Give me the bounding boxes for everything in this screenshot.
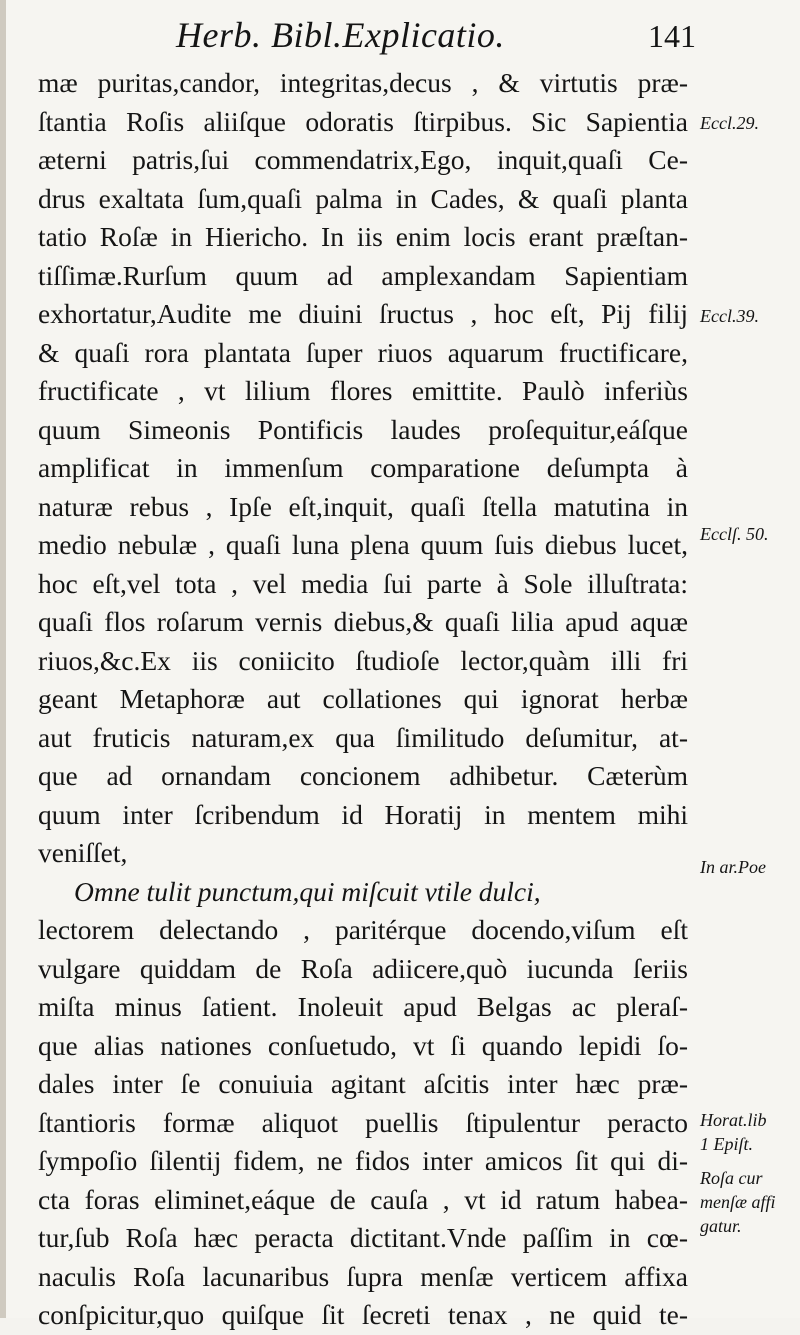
text-line: tatio Roſæ in Hiericho. In iis enim locis erant præſtan-: [38, 221, 688, 252]
text-line: dales inter ſe conuiuia agitant aſcitis inter hæc præ-: [38, 1068, 688, 1099]
text-line: ſympoſio ſilentij fidem, ne fidos inter amicos ſit qui di-: [38, 1145, 688, 1176]
text-line: quum inter ſcribendum id Horatij in mentem mihi: [38, 798, 688, 830]
text-line: vulgare quiddam de Roſa adiicere,quò iucunda ſeriis: [38, 952, 688, 984]
text-line: ſtantioris formæ aliquot puellis ſtipulentur peracto: [38, 1106, 688, 1138]
text-line: quum Simeonis Pontificis laudes proſequitur,eáſque: [38, 413, 688, 445]
text-line: exhortatur,Audite me diuini ſructus , hoc eſt, Pij filij: [38, 298, 688, 329]
margin-note-eccl39: Eccl.39.: [700, 306, 759, 326]
margin-note-eccls50: Ecclſ. 50.: [700, 524, 769, 544]
text-line: riuos,&c.Ex iis coniicito ſtudioſe lector,quàm illi fri: [38, 644, 688, 676]
text-line: drus exaltata ſum,quaſi palma in Cades, & quaſi planta: [38, 182, 688, 214]
text-line: que ad ornandam concionem adhibetur. Cæterùm: [38, 760, 688, 791]
running-head-title: Herb. Bibl.Explicatio.: [176, 15, 505, 55]
text-line: naturæ rebus , Ipſe eſt,inquit, quaſi ſtella matutina in: [38, 490, 688, 522]
margin-note-eccl29: Eccl.29.: [700, 113, 759, 133]
text-line: geant Metaphoræ aut collationes qui ignorat herbæ: [38, 683, 688, 714]
text-line: veniſſet,: [38, 837, 128, 868]
verse-quotation: Omne tulit punctum,qui miſcuit vtile dulci,: [74, 875, 541, 907]
text-line: que alias nationes conſuetudo, vt ſi quando lepidi ſo-: [38, 1029, 688, 1061]
text-line: amplificat in immenſum comparatione deſumpta à: [38, 452, 688, 483]
margin-note-horat-lib: Horat.lib: [700, 1110, 767, 1130]
margin-note-epist: 1 Epiſt.: [700, 1134, 753, 1154]
body-text: [38, 64, 688, 1335]
text-line: miſta minus ſatient. Inoleuit apud Belgas ac pleraſ-: [38, 991, 688, 1022]
text-line: mæ puritas,candor, integritas,decus , & virtutis præ-: [38, 67, 688, 98]
text-line: quaſi flos roſarum vernis diebus,& quaſi lilia apud aquæ: [38, 606, 688, 637]
page-number: 141: [648, 18, 696, 54]
text-line: aut fruticis naturam,ex qua ſimilitudo deſumitur, at-: [38, 721, 688, 753]
text-line: & quaſi rora plantata ſuper riuos aquarum fructificare,: [38, 336, 688, 368]
text-line: tiſſimæ.Rurſum quum ad amplexandam Sapientiam: [38, 259, 688, 291]
text-line: medio nebulæ , quaſi luna plena quum ſuis diebus lucet,: [38, 529, 688, 560]
text-line: fructificate , vt lilium flores emittite. Paulò inferiùs: [38, 375, 688, 406]
text-line: hoc eſt,vel tota , vel media ſui parte à Sole illuſtrata:: [38, 567, 688, 599]
margin-note-gatur: gatur.: [700, 1216, 742, 1236]
text-line: lectorem delectando , paritérque docendo,viſum eſt: [38, 914, 688, 945]
margin-note-in-ar-poe: In ar.Poe: [700, 857, 766, 877]
margin-note-rosa-cur: Roſa cur: [700, 1168, 763, 1188]
text-line: naculis Roſa lacunaribus ſupra menſæ verticem affixa: [38, 1260, 688, 1292]
text-line: conſpicitur,quo quiſque ſit ſecreti tenax , ne quid te-: [38, 1299, 688, 1330]
text-line: tur,ſub Roſa hæc peracta dictitant.Vnde paſſim in cœ-: [38, 1222, 688, 1253]
running-head: [176, 14, 696, 58]
text-line: cta foras eliminet,eáque de cauſa , vt id ratum habea-: [38, 1183, 688, 1215]
text-line: æterni patris,ſui commendatrix,Ego, inquit,quaſi Ce-: [38, 144, 688, 175]
text-line: ſtantia Roſis aliiſque odoratis ſtirpibus. Sic Sapientia: [38, 105, 688, 137]
margin-note-mensae-affi: menſæ affi: [700, 1192, 776, 1212]
